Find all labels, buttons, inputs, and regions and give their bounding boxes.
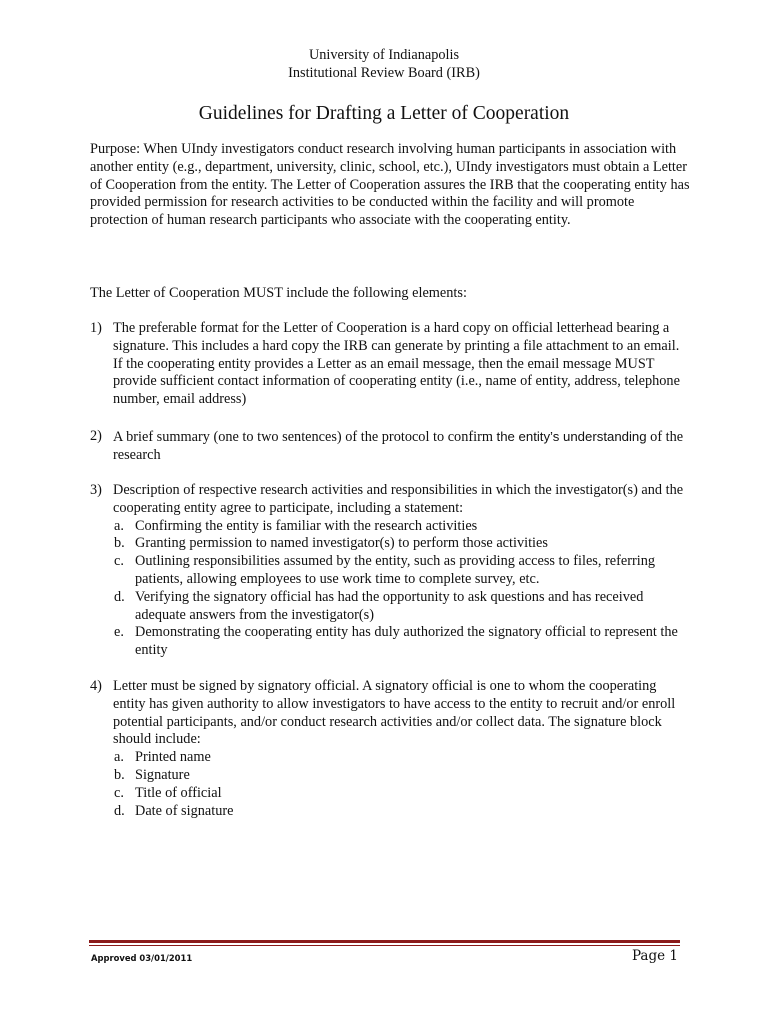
document-header xyxy=(0,47,768,82)
sub-list-letter: c. xyxy=(114,784,124,801)
list-item-number: 1) xyxy=(90,320,102,336)
list-item-text-part: the entity’s understanding xyxy=(496,429,647,444)
footer-rule-thin xyxy=(89,945,680,946)
sub-list-letter: a. xyxy=(114,749,124,766)
sub-list-text: Signature xyxy=(135,766,190,783)
sub-list-text: Confirming the entity is familiar with the research activities xyxy=(135,517,478,534)
document-title: Guidelines for Drafting a Letter of Cooperation xyxy=(198,103,570,124)
list-item-text: Description of respective research activities and responsibilities in which the investigator(s) and the cooperating entity agree to participate, including a statement: xyxy=(113,482,684,516)
list-item-1 xyxy=(90,320,690,409)
list-item-2 xyxy=(90,428,690,465)
sub-list xyxy=(90,518,690,660)
sub-list-text: Date of signature xyxy=(135,802,234,819)
sub-list-item xyxy=(90,553,690,589)
list-item-number: 4) xyxy=(90,678,102,694)
sub-list-item xyxy=(90,749,690,767)
list-item-text-part: of the research xyxy=(113,429,684,463)
sub-list-text: Outlining responsibilities assumed by the entity, such as providing access to files, referring patients, allowing employees to use work time to complete survey, etc. xyxy=(135,553,656,587)
list-item-number: 3) xyxy=(90,482,102,498)
sub-list-text: Verifying the signatory official has had the opportunity to ask questions and has received adequate answers from the investigator(s) xyxy=(135,588,644,623)
sub-list-item xyxy=(90,518,690,536)
list-item-text-part: A brief summary (one to two sentences) of the protocol to confirm xyxy=(113,429,497,445)
sub-list-letter: d. xyxy=(114,802,125,819)
list-item-text: The preferable format for the Letter of Cooperation is a hard copy on official letterhead bearing a signature. This includes a hard copy the IRB can generate by printing a file attachment to an email. If the cooperating entity provides a Letter as an email message, then the email message MUST provide sufficient contact information of cooperating entity (i.e., name of entity, address, telephone number, email address) xyxy=(113,320,680,408)
sub-list-item xyxy=(90,535,690,553)
header-university: University of Indianapolis xyxy=(308,47,460,63)
footer-rule-thick xyxy=(89,940,680,943)
sub-list-text: Title of official xyxy=(135,784,222,801)
purpose-paragraph: Purpose: When UIndy investigators conduct research involving human participants in association with another entity (e.g., department, university, clinic, school, etc.), UIndy investigators must obtain a Letter of Cooperation from the entity. The Letter of Cooperation assures the IRB that the cooperating entity has provided permission for research activities to be conducted within the facility and will promote protection of human research participants who associate with the cooperating entity. xyxy=(90,141,690,229)
sub-list-letter: b. xyxy=(114,535,125,552)
sub-list-letter: c. xyxy=(114,553,124,570)
list-item-text xyxy=(113,428,690,465)
list-item-3 xyxy=(90,482,690,660)
list-item-number: 2) xyxy=(90,428,102,444)
sub-list-item xyxy=(90,803,690,821)
sub-list-text: Printed name xyxy=(135,749,211,766)
sub-list-item xyxy=(90,589,690,625)
header-board: Institutional Review Board (IRB) xyxy=(288,64,480,81)
sub-list-letter: e. xyxy=(114,624,124,641)
sub-list-text: Granting permission to named investigator(s) to perform those activities xyxy=(135,535,548,552)
list-item-text: Letter must be signed by signatory official. A signatory official is one to whom the cooperating entity has given authority to allow investigators to have access to the entity to recruit and/or enroll potential participants, and/or conduct research activities and/or collect data. The signature block should include: xyxy=(113,678,676,748)
intro-line: The Letter of Cooperation MUST include the following elements: xyxy=(90,285,467,301)
sub-list-item xyxy=(90,624,690,660)
approval-date: Approved 03/01/2011 xyxy=(91,953,193,963)
sub-list-letter: a. xyxy=(114,517,124,534)
sub-list-letter: d. xyxy=(114,588,125,605)
sub-list-item xyxy=(90,785,690,803)
sub-list xyxy=(90,749,690,820)
sub-list-item xyxy=(90,767,690,785)
page-number: Page 1 xyxy=(631,948,678,964)
list-item-4 xyxy=(90,678,690,820)
sub-list-letter: b. xyxy=(114,766,125,783)
sub-list-text: Demonstrating the cooperating entity has duly authorized the signatory official to represent the entity xyxy=(135,624,678,659)
